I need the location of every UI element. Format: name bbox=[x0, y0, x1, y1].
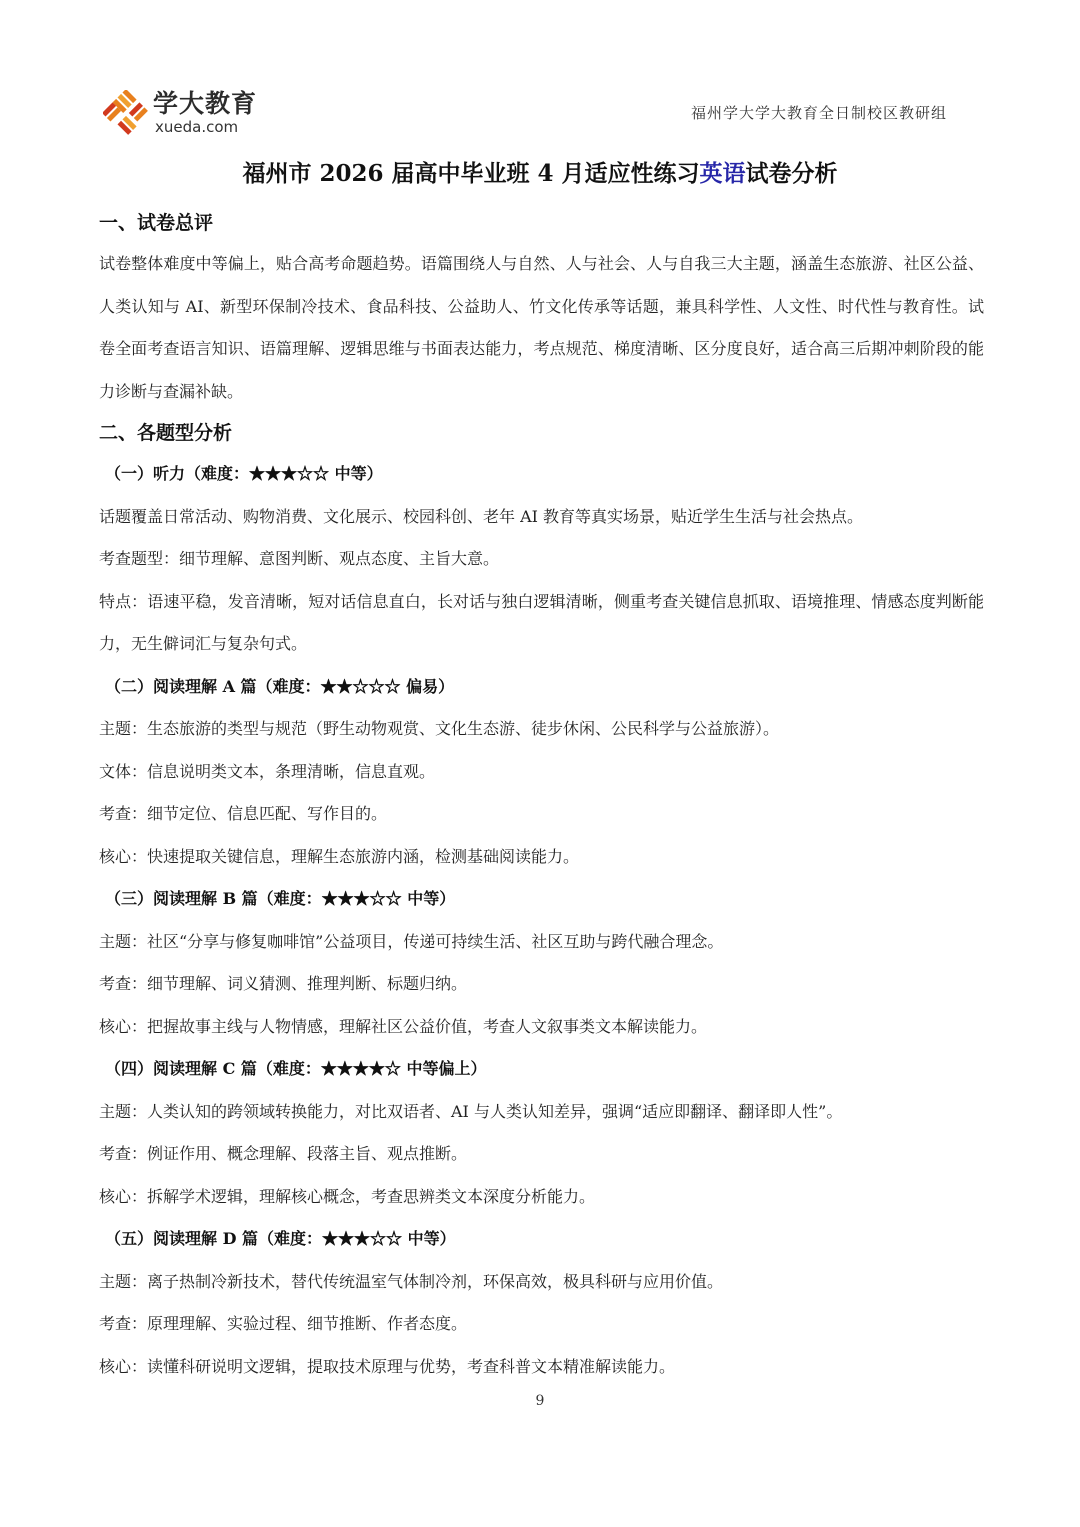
reading-b-line: 考查：细节理解、词义猜测、推理判断、标题归纳。 bbox=[99, 974, 468, 993]
subsection-heading-listening: （一）听力（难度：★★★☆☆ 中等） bbox=[105, 464, 383, 483]
listening-line: 考查题型：细节理解、意图判断、观点态度、主旨大意。 bbox=[99, 549, 500, 568]
header-organization: 福州学大学大教育全日制校区教研组 bbox=[690, 104, 947, 122]
logo-english-text: xueda.com bbox=[155, 118, 239, 136]
reading-a-line: 主题：生态旅游的类型与规范（野生动物观赏、文化生态游、徒步休闲、公民科学与公益旅游）。 bbox=[99, 719, 780, 738]
reading-c-line: 考查：例证作用、概念理解、段落主旨、观点推断。 bbox=[99, 1144, 468, 1163]
xueda-logo bbox=[103, 88, 273, 140]
reading-a-line: 文体：信息说明类文本，条理清晰，信息直观。 bbox=[99, 761, 436, 781]
reading-c-line: 核心：拆解学术逻辑，理解核心概念，考查思辨类文本深度分析能力。 bbox=[99, 1186, 596, 1206]
document-body bbox=[99, 203, 984, 1388]
title-prefix: 福州市 2026 届高中毕业班 4 月适应性练习 bbox=[242, 160, 700, 187]
subsection-heading-reading-a: （二）阅读理解 A 篇（难度：★★☆☆☆ 偏易） bbox=[105, 676, 455, 696]
subsection-heading-reading-b: （三）阅读理解 B 篇（难度：★★★☆☆ 中等） bbox=[105, 889, 456, 908]
subsection-heading-reading-d: （五）阅读理解 D 篇（难度：★★★☆☆ 中等） bbox=[105, 1229, 456, 1248]
title-suffix: 试卷分析 bbox=[745, 160, 838, 187]
section-heading-overview: 一、试卷总评 bbox=[99, 212, 214, 234]
listening-line: 话题覆盖日常活动、购物消费、文化展示、校园科创、老年 AI 教育等真实场景，贴近学生生活与社会热点。 bbox=[99, 506, 864, 526]
document-title bbox=[0, 157, 1080, 191]
reading-b-line: 核心：把握故事主线与人物情感，理解社区公益价值，考查人文叙事类文本解读能力。 bbox=[99, 1016, 708, 1036]
reading-d-line: 核心：读懂科研说明文逻辑，提取技术原理与优势，考查科普文本精准解读能力。 bbox=[99, 1356, 676, 1376]
reading-a-line: 核心：快速提取关键信息，理解生态旅游内涵，检测基础阅读能力。 bbox=[99, 846, 580, 866]
section-heading-analysis: 二、各题型分析 bbox=[99, 422, 233, 444]
subsection-heading-reading-c: （四）阅读理解 C 篇（难度：★★★★☆ 中等偏上） bbox=[105, 1059, 487, 1078]
reading-d-line: 考查：原理理解、实验过程、细节推断、作者态度。 bbox=[99, 1314, 468, 1333]
reading-c-line: 主题：人类认知的跨领域转换能力，对比双语者、AI 与人类认知差异，强调“适应即翻译、翻译即人性”。 bbox=[99, 1101, 843, 1121]
xueda-logo-mark-icon bbox=[103, 90, 149, 136]
listening-line: 特点：语速平稳，发音清晰，短对话信息直白，长对话与独白逻辑清晰，侧重考查关键信息抓取、语境推理、情感态度判断能力，无生僻词汇与复杂句式。 bbox=[99, 591, 984, 653]
overview-paragraph: 试卷整体难度中等偏上，贴合高考命题趋势。语篇围绕人与自然、人与社会、人与自我三大主题，涵盖生态旅游、社区公益、人类认知与 AI、新型环保制冷技术、食品科技、公益助人、竹文化传承等话题，兼具科学性、人文性、时代性与教育性。试卷全面考查语言知识、语篇理解、逻辑思维与书面表达能力，考点规范、梯度清晰、区分度良好，适合高三后期冲刺阶段的能力诊断与查漏补缺。 bbox=[99, 254, 984, 401]
logo-chinese-text: 学大教育 bbox=[153, 89, 258, 118]
reading-d-line: 主题：离子热制冷新技术，替代传统温室气体制冷剂，环保高效，极具科研与应用价值。 bbox=[99, 1271, 724, 1291]
title-subject: 英语 bbox=[699, 160, 746, 187]
reading-b-line: 主题：社区“分享与修复咖啡馆”公益项目，传递可持续生活、社区互助与跨代融合理念。 bbox=[99, 931, 724, 951]
page-number: 9 bbox=[535, 1393, 545, 1409]
reading-a-line: 考查：细节定位、信息匹配、写作目的。 bbox=[99, 804, 388, 823]
